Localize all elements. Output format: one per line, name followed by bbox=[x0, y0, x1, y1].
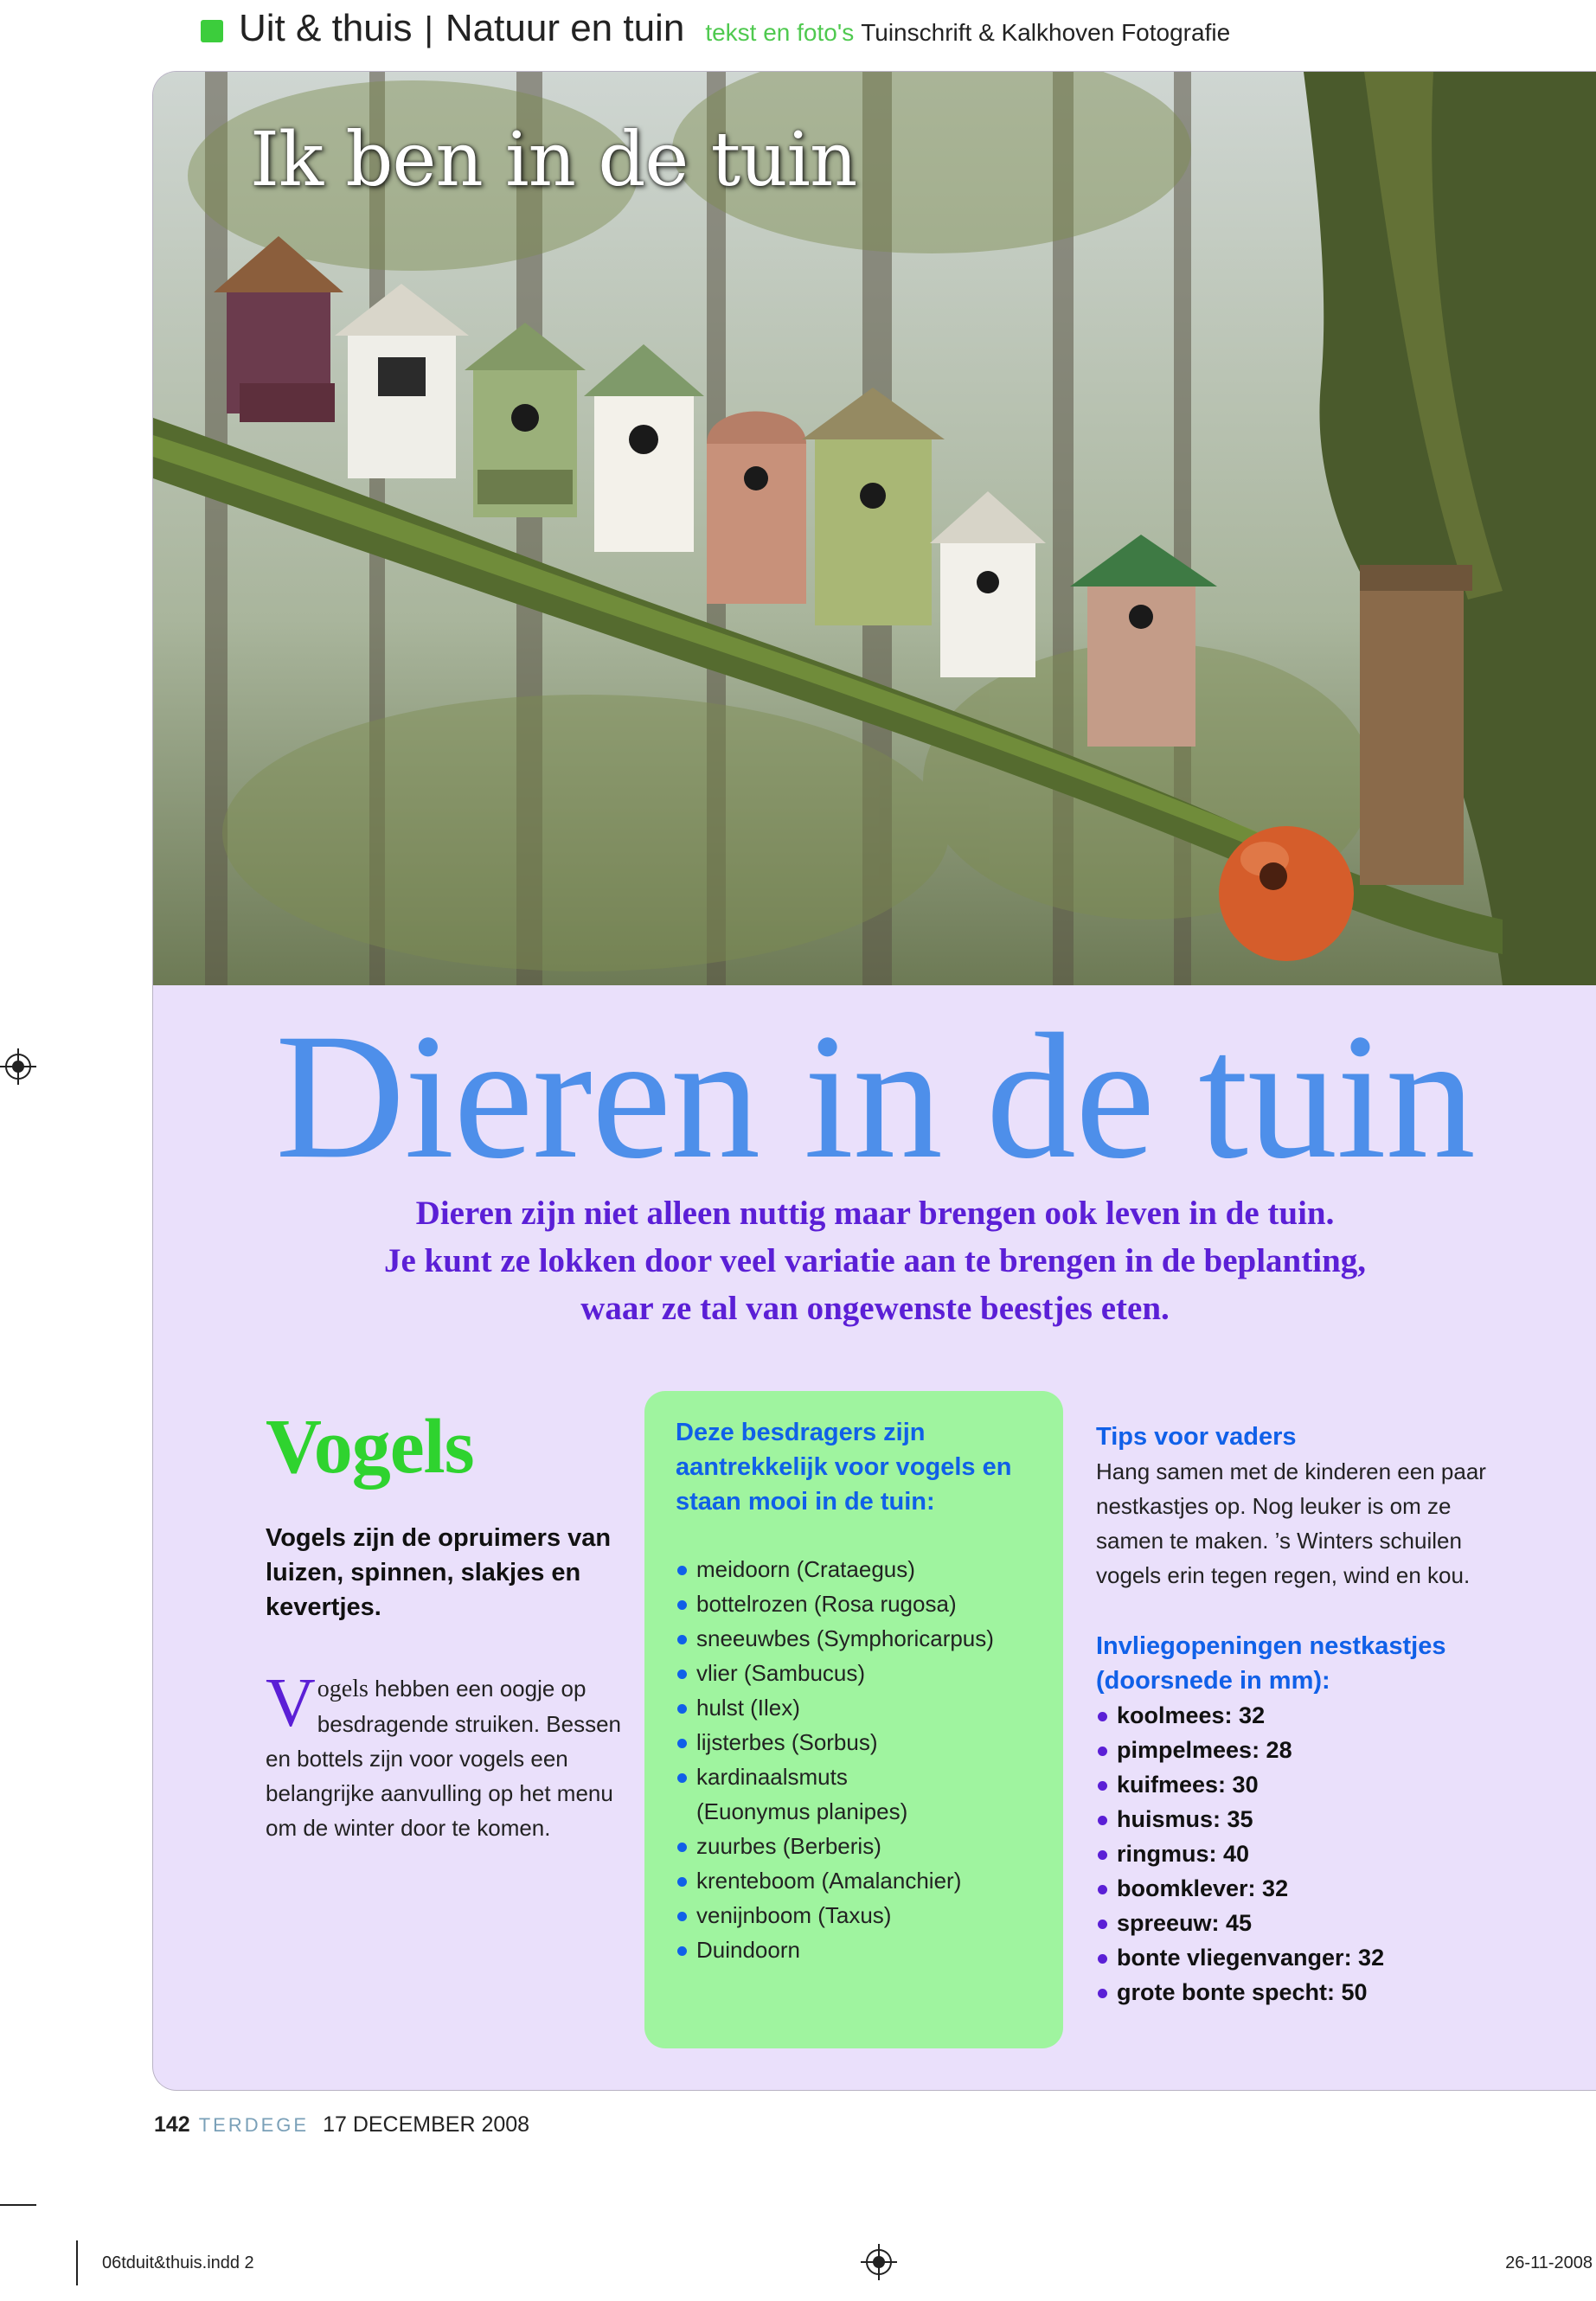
vogels-body-text: hebben een oogje op besdragende struiken. Bessen en bottels zijn voor vogels een belangrijke aanvulling op het menu om de winter door te komen. bbox=[266, 1676, 622, 1841]
list-item: zuurbes (Berberis) bbox=[676, 1829, 1063, 1863]
intro-line: Je kunt ze lokken door veel variatie aan te brengen in de beplanting, bbox=[383, 1242, 1367, 1279]
section-marker-square bbox=[201, 20, 223, 42]
birdhouse-photo bbox=[153, 72, 1596, 985]
registration-mark-icon bbox=[866, 2249, 892, 2275]
list-item: boomklever: 32 bbox=[1096, 1871, 1503, 1906]
vogels-lead: Vogels zijn de opruimers van luizen, spinnen, slakjes en kevertjes. bbox=[266, 1524, 612, 1621]
slug-date: 26-11-2008 bbox=[1505, 2253, 1593, 2272]
list-item: grote bonte specht: 50 bbox=[1096, 1975, 1503, 2009]
credit-names: Tuinschrift & Kalkhoven Fotografie bbox=[861, 19, 1231, 46]
vogels-heading: Vogels bbox=[266, 1404, 474, 1490]
registration-mark-icon bbox=[5, 1054, 31, 1080]
vogels-body bbox=[266, 1665, 629, 1845]
list-item-sub: (Euonymus planipes) bbox=[696, 1798, 908, 1824]
slug-filename: 06tduit&thuis.indd 2 bbox=[102, 2253, 254, 2272]
list-item: bottelrozen (Rosa rugosa) bbox=[676, 1586, 1063, 1621]
list-item: bonte vliegenvanger: 32 bbox=[1096, 1940, 1503, 1975]
list-item: krenteboom (Amalanchier) bbox=[676, 1863, 1063, 1898]
section-header bbox=[201, 7, 1230, 59]
list-item: koolmees: 32 bbox=[1096, 1698, 1503, 1733]
list-item: pimpelmees: 28 bbox=[1096, 1733, 1503, 1767]
photo-caption: Ik ben in de tuin bbox=[250, 117, 857, 203]
list-item: kuifmees: 30 bbox=[1096, 1767, 1503, 1802]
tips-text: Hang samen met de kinderen een paar nestkastjes op. Nog leuker is om ze samen te maken. ’s Winters schuilen vogels erin tegen regen, wind en kou. bbox=[1096, 1458, 1486, 1588]
issue-date: 17 DECEMBER 2008 bbox=[323, 2112, 530, 2137]
subsection-label: Natuur en tuin bbox=[445, 7, 685, 49]
intro-line: waar ze tal van ongewenste beestjes eten. bbox=[580, 1290, 1170, 1327]
list-item: ringmus: 40 bbox=[1096, 1836, 1503, 1871]
vogels-column bbox=[266, 1404, 629, 1845]
list-item: vlier (Sambucus) bbox=[676, 1656, 1063, 1690]
trim-mark bbox=[0, 2204, 36, 2206]
nestkastjes-heading: Invliegopeningen nestkastjes (doorsnede in mm): bbox=[1096, 1632, 1446, 1695]
list-item: huismus: 35 bbox=[1096, 1802, 1503, 1836]
list-item: meidoorn (Crataegus) bbox=[676, 1552, 1063, 1586]
list-item: sneeuwbes (Symphoricarpus) bbox=[676, 1621, 1063, 1656]
list-item: hulst (Ilex) bbox=[676, 1690, 1063, 1725]
section-separator: | bbox=[424, 10, 433, 48]
section-label: Uit & thuis bbox=[239, 7, 413, 49]
trim-mark bbox=[76, 2240, 78, 2285]
article-panel bbox=[152, 71, 1596, 2091]
list-item-text: kardinaalsmuts bbox=[696, 1764, 848, 1790]
article-intro bbox=[326, 1189, 1424, 1332]
article-title: Dieren in de tuin bbox=[275, 997, 1475, 1195]
intro-line: Dieren zijn niet alleen nuttig maar brengen ook leven in de tuin. bbox=[415, 1195, 1335, 1232]
first-word-rest: ogels bbox=[317, 1676, 369, 1702]
list-item: Duindoorn bbox=[676, 1932, 1063, 1967]
besdragers-list bbox=[676, 1552, 1063, 1967]
credit-label: tekst en foto's bbox=[705, 19, 855, 46]
list-item: lijsterbes (Sorbus) bbox=[676, 1725, 1063, 1759]
nestkastjes-list bbox=[1096, 1698, 1503, 2009]
besdragers-box bbox=[644, 1391, 1063, 2048]
page-footer bbox=[154, 2112, 529, 2138]
magazine-name: TERDEGE bbox=[198, 2114, 310, 2136]
tips-heading: Tips voor vaders bbox=[1096, 1423, 1297, 1451]
list-item: venijnboom (Taxus) bbox=[676, 1898, 1063, 1932]
list-item: spreeuw: 45 bbox=[1096, 1906, 1503, 1940]
tips-column bbox=[1096, 1420, 1503, 2009]
dropcap: V bbox=[266, 1665, 316, 1741]
page-number: 142 bbox=[154, 2112, 190, 2137]
besdragers-heading: Deze besdragers zijn aantrekkelijk voor vogels en staan mooi in de tuin: bbox=[676, 1419, 1012, 1516]
list-item bbox=[676, 1759, 1063, 1829]
